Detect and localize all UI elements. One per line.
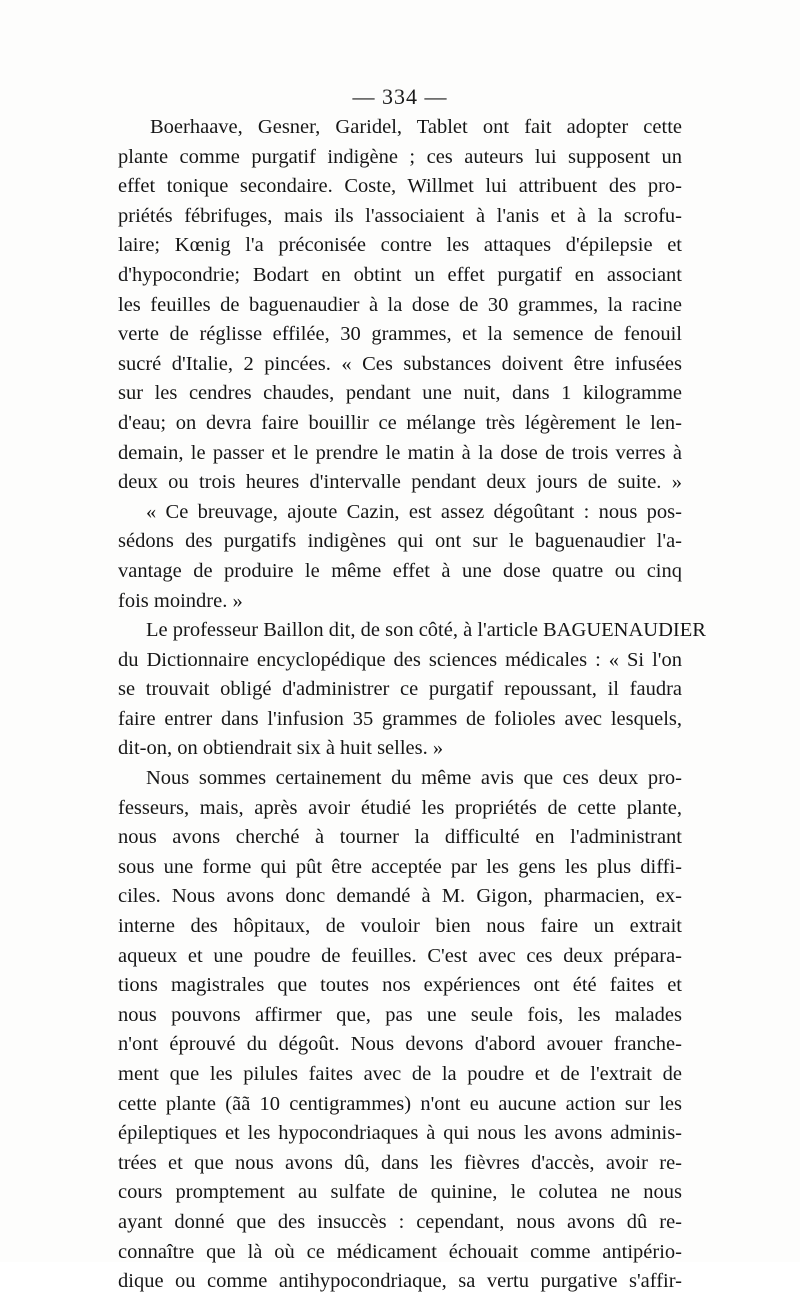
text-line: fesseurs, mais, après avoir étudié les propriétés de cette plante, — [118, 796, 682, 819]
text-line: priétés fébrifuges, mais ils l'associaient à l'anis et à la scrofu- — [118, 204, 682, 227]
text-line: épileptiques et les hypocondriaques à qui nous les avons adminis- — [118, 1122, 682, 1145]
page-number: — 334 — — [352, 84, 448, 109]
text-line: cours promptement au sulfate de quinine, le colutea ne nous — [118, 1181, 682, 1204]
text-line: sous une forme qui pût être acceptée par les gens les plus diffi- — [118, 855, 682, 878]
text-line: sucré d'Italie, 2 pincées. « Ces substances doivent être infusées — [118, 352, 682, 375]
text-line: d'eau; on devra faire bouillir ce mélange très légèrement le len- — [118, 411, 682, 434]
text-line: dit-on, on obtiendrait six à huit selles. » — [118, 737, 444, 760]
body-text — [118, 113, 706, 1297]
text-line: fois moindre. » — [118, 589, 243, 612]
text-line: nous avons cherché à tourner la difficulté en l'administrant — [118, 826, 682, 849]
text-line: se trouvait obligé d'administrer ce purgatif repoussant, il faudra — [118, 678, 682, 701]
text-line: ment que les pilules faites avec de la poudre et de l'extrait de — [118, 1063, 682, 1085]
text-line: plante comme purgatif indigène ; ces auteurs lui supposent un — [118, 145, 682, 168]
text-line: sédons des purgatifs indigènes qui ont sur le baguenaudier l'a- — [118, 530, 682, 553]
text-line: vantage de produire le même effet à une dose quatre ou cinq — [118, 559, 682, 582]
text-line: ayant donné que des insuccès : cependant, nous avons dû re- — [118, 1210, 682, 1233]
text-line: cette plante (ãã 10 centigrammes) n'ont eu aucune action sur les — [118, 1092, 682, 1115]
text-line: faire entrer dans l'infusion 35 grammes de folioles avec lesquels, — [118, 707, 682, 730]
text-line: deux ou trois heures d'intervalle pendant deux jours de suite. » — [118, 471, 682, 494]
text-line: sur les cendres chaudes, pendant une nuit, dans 1 kilogramme — [118, 382, 682, 405]
text-line: effet tonique secondaire. Coste, Willmet lui attribuent des pro- — [118, 175, 682, 198]
text-line: dique ou comme antihypocondriaque, sa vertu purgative s'affir- — [118, 1270, 682, 1293]
text-line: Boerhaave, Gesner, Garidel, Tablet ont fait adopter cette — [150, 116, 682, 138]
text-line: du Dictionnaire encyclopédique des sciences médicales : « Si l'on — [118, 648, 682, 671]
text-line: n'ont éprouvé du dégoût. Nous devons d'abord avouer franche- — [118, 1033, 682, 1056]
text-line: verte de réglisse effilée, 30 grammes, et la semence de fenouil — [118, 323, 682, 346]
text-line: Nous sommes certainement du même avis que ces deux pro- — [146, 767, 682, 790]
text-line: connaître que là où ce médicament échouait comme antipério- — [118, 1240, 682, 1263]
text-line: trées et que nous avons dû, dans les fièvres d'accès, avoir re- — [118, 1151, 682, 1174]
text-line: « Ce breuvage, ajoute Cazin, est assez dégoûtant : nous pos- — [146, 500, 682, 523]
text-line: Le professeur Baillon dit, de son côté, à l'article BAGUENAUDIER — [146, 619, 706, 642]
text-line: nous pouvons affirmer que, pas une seule fois, les malades — [118, 1003, 682, 1026]
text-line: demain, le passer et le prendre le matin à la dose de trois verres à — [118, 441, 682, 464]
text-line: d'hypocondrie; Bodart en obtint un effet purgatif en associant — [118, 263, 682, 286]
text-line: tions magistrales que toutes nos expériences ont été faites et — [118, 974, 682, 997]
text-line: interne des hôpitaux, de vouloir bien nous faire un extrait — [118, 915, 682, 938]
text-line: ciles. Nous avons donc demandé à M. Gigon, pharmacien, ex- — [118, 885, 682, 908]
text-line: aqueux et une poudre de feuilles. C'est avec ces deux prépara- — [118, 944, 682, 967]
text-line: laire; Kœnig l'a préconisée contre les attaques d'épilepsie et — [118, 234, 682, 257]
text-line: les feuilles de baguenaudier à la dose de 30 grammes, la racine — [118, 293, 682, 316]
